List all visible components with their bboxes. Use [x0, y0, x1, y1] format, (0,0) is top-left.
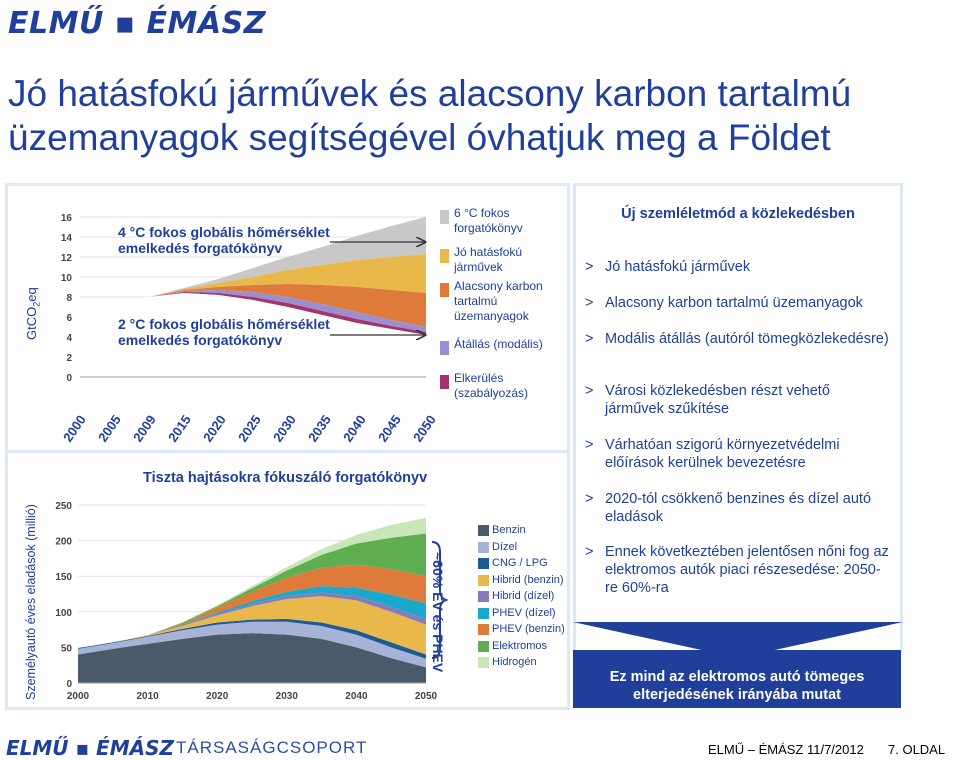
chart1-legend-label: Alacsony karbon tartalmú üzemanyagok — [454, 279, 543, 323]
chart2-areas — [78, 518, 426, 683]
chart2-legend-label: CNG / LPG — [492, 557, 548, 569]
bullet-text: Alacsony karbon tartalmú üzemanyagok — [605, 295, 863, 311]
chart2-x-tick: 2010 — [136, 691, 159, 702]
chart1-legend-swatch — [440, 249, 449, 263]
chart1-x-tick: 2025 — [235, 412, 264, 445]
chart1-y-ticks — [61, 213, 73, 384]
chart1-x-tick: 2040 — [340, 412, 369, 445]
annotation-2c: 2 °C fokos globális hőmérséklet emelkedés forgatókönyv — [118, 316, 330, 348]
chart2-ylabel: Személyautó éves eladások (millió) — [24, 504, 38, 700]
chart2-y-tick: 150 — [55, 572, 72, 584]
chart1-x-tick: 2015 — [165, 412, 194, 445]
chart2-legend-swatch — [478, 641, 489, 652]
footer-company-date: ELMŰ – ÉMÁSZ 11/7/2012 — [708, 742, 864, 757]
chart2-y-ticks — [55, 501, 72, 690]
chart1-y-tick: 16 — [60, 213, 72, 224]
annotation-4c: 4 °C fokos globális hőmérséklet emelkedés forgatókönyv — [118, 224, 330, 256]
chart2-y-tick: 0 — [66, 679, 72, 690]
chart2-legend-swatch — [478, 608, 489, 619]
chart2-legend-swatch — [478, 624, 489, 635]
chart2-x-tick: 2020 — [206, 691, 229, 702]
chart1-x-tick: 2005 — [95, 412, 124, 445]
bullet-text: Jó hatásfokú járművek — [605, 259, 751, 275]
page-title: Jó hatásfokú járművek és alacsony karbon tartalmú üzemanyagok segítségével óvhatjuk meg a Földet — [8, 73, 852, 158]
chart1-legend-label: Átállás (modális) — [454, 337, 543, 351]
chart1-y-tick: 10 — [60, 273, 72, 284]
chart1-y-tick: 8 — [66, 293, 72, 304]
bullet-marker: > — [585, 491, 594, 507]
chart2-legend-swatch — [478, 657, 489, 668]
chart2-legend-label: PHEV (benzin) — [492, 623, 565, 635]
chart1-legend-label: Jó hatásfokú járművek — [454, 245, 523, 274]
footer-logo: ELMŰ ▪ ÉMÁSZ — [6, 736, 174, 760]
chart1-x-tick: 2045 — [375, 412, 404, 445]
bullet-marker: > — [585, 259, 594, 275]
chart1-y-tick: 2 — [66, 353, 72, 364]
chart1-x-tick: 2035 — [305, 412, 334, 445]
chart2-legend-label: Dízel — [492, 540, 518, 553]
footer-subtitle: TÁRSASÁGCSOPORT — [176, 738, 368, 757]
chart2-legend-swatch — [478, 575, 489, 586]
chart1-x-tick: 2009 — [130, 412, 159, 445]
chart1-legend-swatch — [440, 375, 449, 389]
bullet-text: Ennek következtében jelentősen nőni fog az elektromos autók piaci részesedése: 2050-re 60%-ra — [605, 544, 889, 596]
chart2-title: Tiszta hajtásokra fókuszáló forgatókönyv — [143, 470, 428, 486]
bullet-text: 2020-tól csökkenő benzines és dízel autó eladások — [605, 491, 872, 525]
chart2-svg — [48, 495, 448, 710]
chart1-ylabel: GtCO$_2$eq — [24, 287, 42, 340]
chart2-x-tick: 2050 — [414, 691, 438, 702]
chart1-y-tick: 0 — [66, 373, 72, 384]
bullet-marker: > — [585, 331, 594, 347]
chart2-y-tick: 250 — [55, 501, 72, 512]
chart1-legend-swatch — [440, 341, 449, 355]
chart1-x-tick: 2050 — [410, 412, 439, 445]
chart2-x-tick: 2000 — [66, 691, 90, 702]
chart2-y-tick: 200 — [55, 536, 72, 548]
bullet-text: Modális átállás (autóról tömegközlekedésre) — [605, 331, 889, 347]
chart2-legend-swatch — [478, 591, 489, 602]
footer-page: 7. OLDAL — [888, 742, 946, 757]
chart2-legend-label: PHEV (dízel) — [492, 606, 556, 619]
chart2-x-ticks — [67, 691, 438, 702]
callout-box: Ez mind az elektromos autó tömeges elterjedésének irányába mutat — [573, 650, 901, 708]
chart1-y-tick: 6 — [66, 313, 72, 324]
company-logo: ELMŰ ▪ ÉMÁSZ — [8, 6, 266, 41]
chart1-x-tick: 2000 — [60, 412, 89, 445]
bullet-marker: > — [585, 383, 594, 399]
bullet-marker: > — [585, 295, 594, 311]
bullet-marker: > — [585, 437, 594, 453]
chart2-legend-label: Benzin — [492, 524, 526, 536]
chart1-x-tick: 2020 — [200, 412, 229, 445]
bullet-marker: > — [585, 544, 594, 560]
chart2-x-tick: 2040 — [345, 691, 368, 702]
bullet-text: Várhatóan szigorú környezetvédelmi előírások kerülnek bevezetésre — [605, 437, 840, 471]
chart2-legend-swatch — [478, 525, 489, 536]
chart2-y-tick: 100 — [55, 607, 72, 619]
chart2-legend-label: Elektromos — [492, 639, 548, 652]
right-panel-heading: Új szemléletmód a közlekedésben — [621, 206, 855, 222]
chart1-y-tick: 14 — [60, 233, 72, 244]
chart-divider — [5, 450, 570, 453]
chart2-legend-label: Hidrogén — [492, 656, 537, 668]
chart1-legend-swatch — [440, 210, 449, 224]
chart2-legend-swatch — [478, 558, 489, 569]
chart1-legend-label: Elkerülés (szabályozás) — [454, 371, 529, 400]
annotation-arrows — [270, 230, 430, 350]
chart1-legend-label: 6 °C fokos forgatókönyv — [454, 206, 523, 235]
chart1-y-tick: 12 — [60, 253, 72, 264]
chart1-legend-swatch — [440, 283, 449, 297]
ev-phev-label: ~60% EV és PHEV — [430, 552, 446, 673]
chart2-x-tick: 2030 — [275, 691, 298, 702]
chart1-x-tick: 2030 — [270, 412, 299, 445]
chart2-legend-label: Hibrid (benzin) — [492, 573, 564, 586]
chart2-legend-swatch — [478, 542, 489, 553]
chart2-legend-label: Hibrid (dízel) — [492, 590, 555, 602]
chart1-y-tick: 4 — [66, 333, 72, 344]
bullet-text: Városi közlekedésben részt vehető járművek szűkítése — [605, 383, 830, 417]
chart2-y-tick: 50 — [60, 643, 72, 655]
